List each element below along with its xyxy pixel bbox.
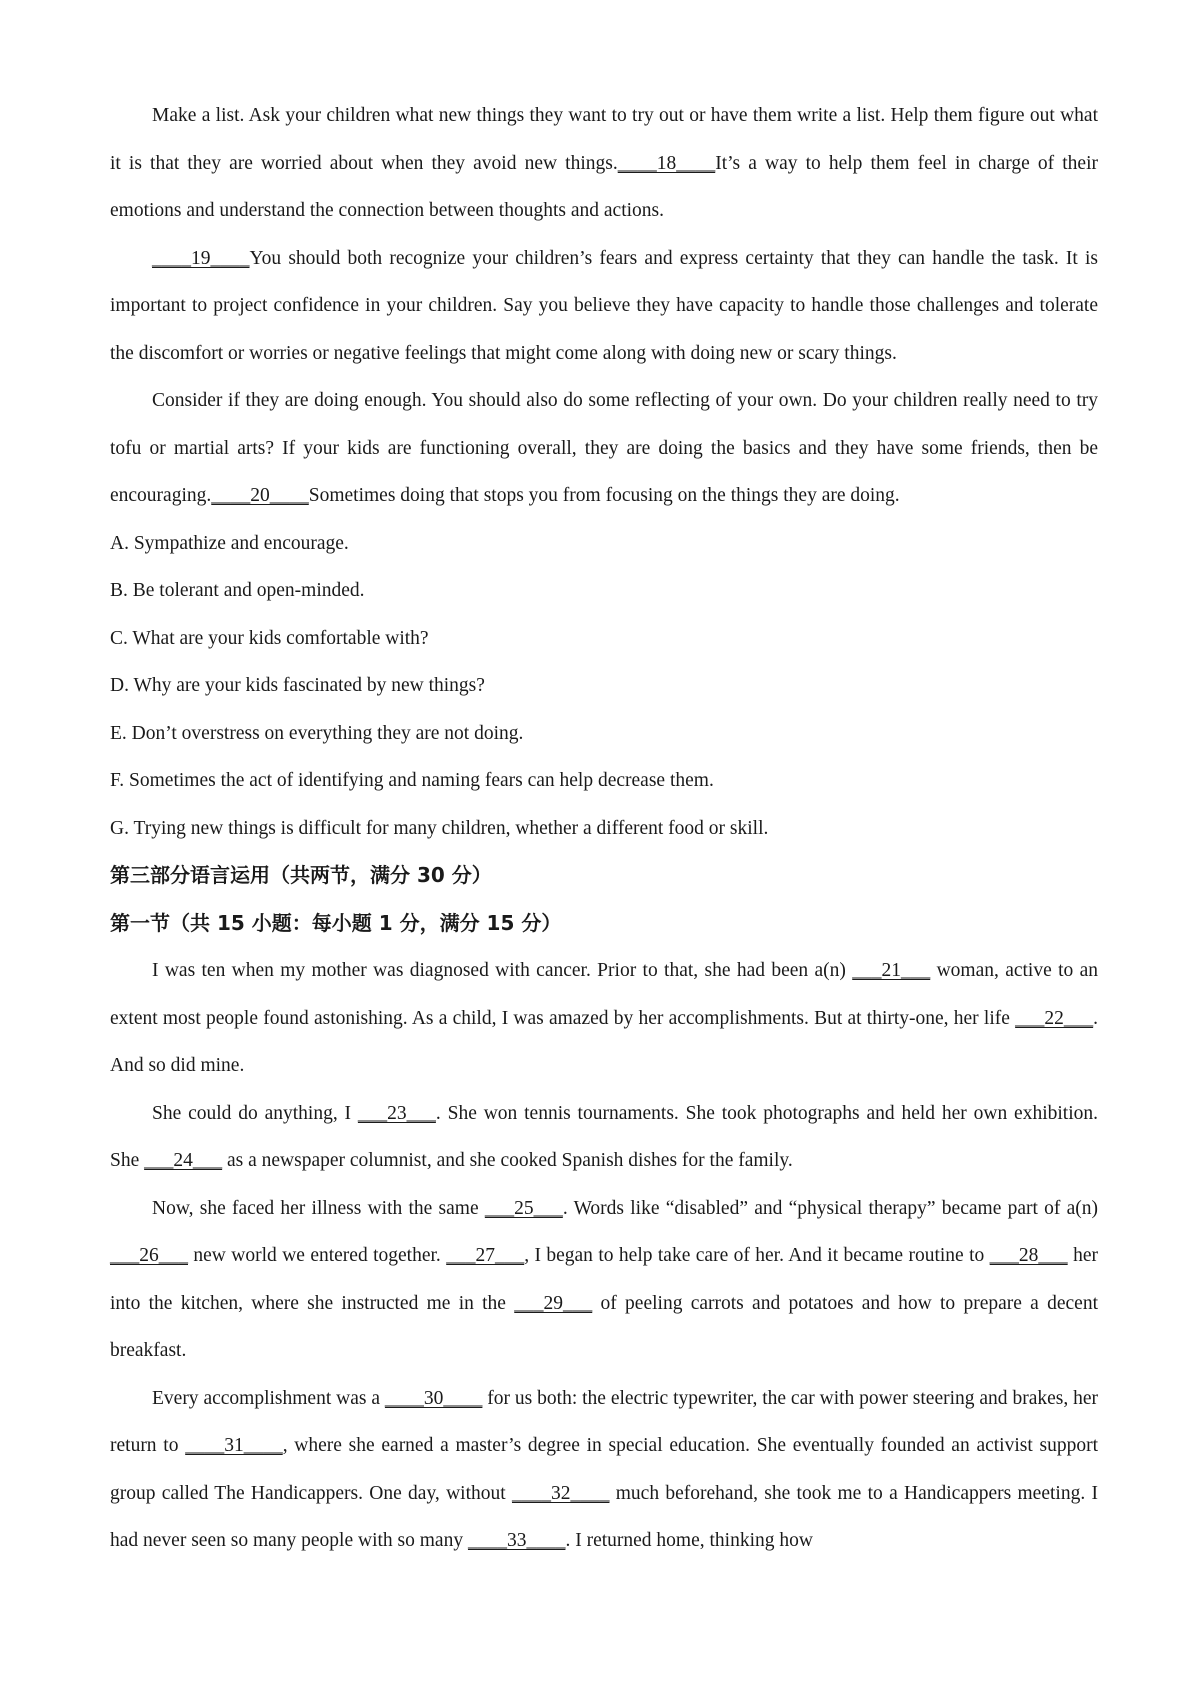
paragraph-text: much beforehand, she took me to a Handicappers meeting. I had never seen so many people with so many bbox=[110, 1482, 1098, 1551]
paragraph-text: I was ten when my mother was diagnosed with cancer. Prior to that, she had been a(n) bbox=[152, 960, 853, 981]
reading-paragraph bbox=[110, 377, 1098, 520]
paragraph-text: for us both: the electric typewriter, the car with power steering and brakes, her return to bbox=[110, 1387, 1099, 1456]
paragraph-text: . She won tennis tournaments. She took photographs and held her own exhibition. She bbox=[110, 1102, 1098, 1171]
blank-30: ____30____ bbox=[384, 1387, 483, 1409]
option-b: B. Be tolerant and open-minded. bbox=[110, 580, 365, 601]
paragraph-text: her into the kitchen, where she instructed me in the bbox=[110, 1245, 1098, 1314]
blank-22: ___22___ bbox=[1015, 1007, 1094, 1029]
option-d: D. Why are your kids fascinated by new things? bbox=[110, 675, 485, 696]
blank-32: ____32____ bbox=[511, 1482, 610, 1504]
paragraph-text: It’s a way to help them feel in charge of their emotions and understand the connection between thoughts and actions. bbox=[110, 152, 1099, 221]
paragraph-text: Sometimes doing that stops you from focusing on the things they are doing. bbox=[308, 485, 900, 506]
blank-25: ___25___ bbox=[484, 1197, 563, 1219]
subsection-heading: 第一节（共 15 小题：每小题 1 分，满分 15 分） bbox=[110, 910, 562, 935]
cloze-paragraph bbox=[110, 947, 1098, 1090]
paragraph-text: , where she earned a master’s degree in special education. She eventually founded an activist support group called The Handicappers. One day, without bbox=[110, 1435, 1098, 1504]
option-c: C. What are your kids comfortable with? bbox=[110, 627, 429, 649]
blank-23: ___23___ bbox=[357, 1102, 436, 1124]
paragraph-text: Every accomplishment was a bbox=[152, 1387, 385, 1409]
paragraph-text: Now, she faced her illness with the same bbox=[152, 1197, 485, 1219]
paragraph-text: , I began to help take care of her. And it became routine to bbox=[524, 1245, 990, 1266]
paragraph-text: . Words like “disabled” and “physical therapy” became part of a(n) bbox=[562, 1197, 1098, 1219]
blank-21: ___21___ bbox=[852, 960, 931, 981]
option-g: G. Trying new things is difficult for many children, whether a different food or skill. bbox=[110, 817, 769, 839]
blank-29: ___29___ bbox=[514, 1292, 593, 1314]
blank-20: ____20____ bbox=[211, 485, 309, 506]
cloze-paragraph bbox=[110, 1185, 1098, 1375]
paragraph-text: She could do anything, I bbox=[152, 1102, 358, 1124]
reading-paragraph bbox=[110, 235, 1098, 378]
paragraph-text: Make a list. Ask your children what new things they want to try out or have them write a list. Help them figure out what it is that they are worried about when they avoid new things. bbox=[110, 105, 1098, 174]
paragraph-text: . I returned home, thinking how bbox=[565, 1530, 813, 1551]
blank-18: ____18____ bbox=[617, 152, 716, 174]
paragraph-text: Consider if they are doing enough. You should also do some reflecting of your own. Do your children really need to try tofu or martial arts? If your kids are functioning overall, they are doing the basics and they have some friends, then be encouraging. bbox=[110, 390, 1098, 506]
paragraph-text: . And so did mine. bbox=[110, 1007, 1098, 1076]
cloze-paragraph bbox=[110, 1090, 1098, 1185]
section-heading: 第三部分语言运用（共两节，满分 30 分） bbox=[110, 863, 492, 887]
reading-paragraph bbox=[110, 92, 1098, 235]
blank-31: ____31____ bbox=[185, 1435, 283, 1456]
blank-19: ____19____ bbox=[152, 247, 250, 269]
blank-24: ___24___ bbox=[144, 1150, 223, 1171]
paragraph-text: new world we entered together. bbox=[188, 1245, 447, 1266]
exam-page bbox=[110, 92, 1098, 1565]
paragraph-text: as a newspaper columnist, and she cooked Spanish dishes for the family. bbox=[222, 1150, 793, 1171]
blank-28: ___28___ bbox=[989, 1245, 1068, 1266]
option-e: E. Don’t overstress on everything they are not doing. bbox=[110, 722, 524, 744]
option-a: A. Sympathize and encourage. bbox=[110, 532, 349, 554]
blank-26: ___26___ bbox=[110, 1245, 188, 1266]
paragraph-text: You should both recognize your children’s fears and express certainty that they can handle the task. It is important to project confidence in your children. Say you believe they have capacity to handle those challenges and tolerate the discomfort or worries or negative feelings that might come along with doing new or scary things. bbox=[110, 247, 1098, 364]
blank-33: ____33____ bbox=[467, 1530, 566, 1551]
option-f: F. Sometimes the act of identifying and naming fears can help decrease them. bbox=[110, 770, 714, 791]
paragraph-text: of peeling carrots and potatoes and how to prepare a decent breakfast. bbox=[110, 1292, 1098, 1361]
paragraph-text: woman, active to an extent most people found astonishing. As a child, I was amazed by her accomplishments. But at thirty-one, her life bbox=[110, 960, 1099, 1029]
blank-27: ___27___ bbox=[446, 1245, 525, 1266]
cloze-paragraph bbox=[110, 1375, 1098, 1565]
